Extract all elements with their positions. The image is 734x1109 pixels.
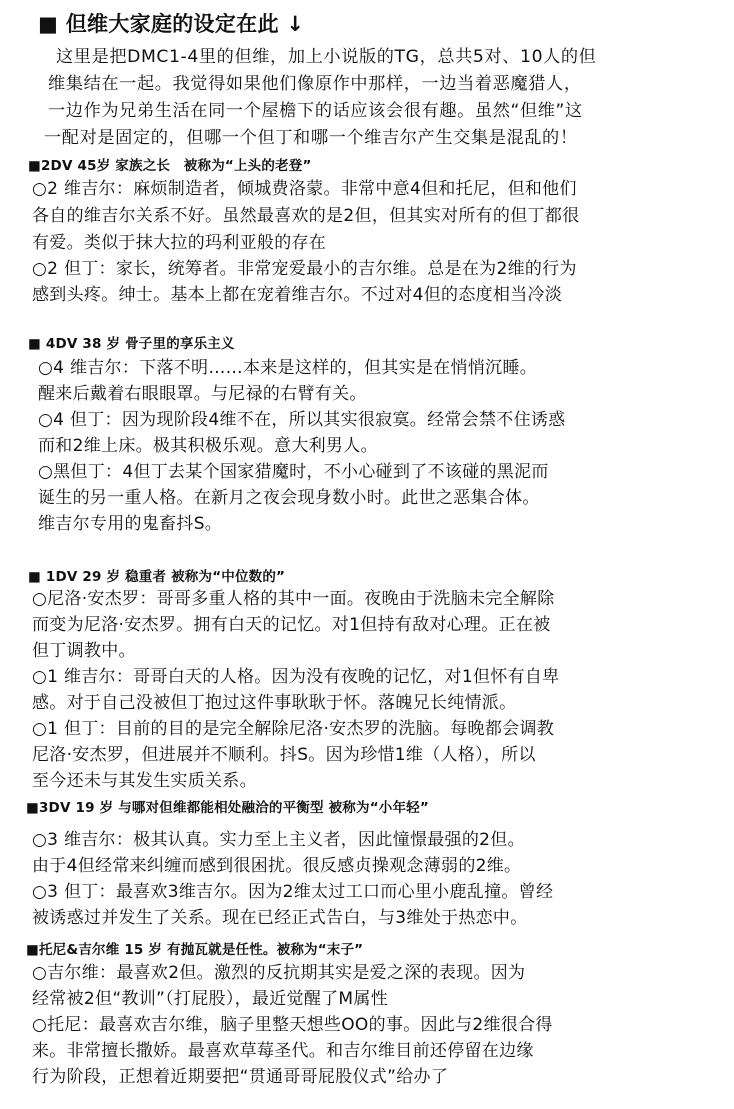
intro-line: 维集结在一起。我觉得如果他们像原作中那样，一边当着恶魔猎人， bbox=[48, 74, 582, 94]
section-header-4dv: ■ 4DV 38 岁 骨子里的享乐主义 bbox=[28, 336, 235, 352]
section-line: 醒来后戴着右眼眼罩。与尼禄的右臂有关。 bbox=[38, 384, 367, 404]
intro-line: 这里是把DMC1-4里的但维，加上小说版的TG，总共5对、10人的但 bbox=[56, 47, 597, 67]
section-line: 被诱惑过并发生了关系。现在已经正式告白，与3维处于热恋中。 bbox=[32, 908, 528, 928]
section-header-tony-gilver: ■托尼&吉尔维 15 岁 有抛瓦就是任性。被称为“末子” bbox=[26, 942, 364, 958]
section-line: 而变为尼洛·安杰罗。拥有白天的记忆。对1但持有敌对心理。正在被 bbox=[32, 615, 551, 635]
section-header-1dv: ■ 1DV 29 岁 稳重者 被称为“中位数的” bbox=[28, 569, 286, 585]
section-line: ○托尼：最喜欢吉尔维，脑子里整天想些OO的事。因此与2维很合得 bbox=[32, 1015, 553, 1035]
intro-line: 一边作为兄弟生活在同一个屋檐下的话应该会很有趣。虽然“但维”这 bbox=[48, 101, 583, 121]
section-line: 由于4但经常来纠缠而感到很困扰。很反感贞操观念薄弱的2维。 bbox=[32, 856, 522, 876]
section-line: 行为阶段，正想着近期要把“贯通哥哥屁股仪式”给办了 bbox=[32, 1067, 449, 1087]
section-line: ○尼洛·安杰罗：哥哥多重人格的其中一面。夜晚由于洗脑未完全解除 bbox=[32, 589, 555, 609]
section-line: 诞生的另一重人格。在新月之夜会现身数小时。此世之恶集合体。 bbox=[38, 488, 540, 508]
section-line: 来。非常擅长撒娇。最喜欢草莓圣代。和吉尔维目前还停留在边缘 bbox=[32, 1041, 534, 1061]
section-line: 而和2维上床。极其积极乐观。意大利男人。 bbox=[38, 436, 378, 456]
section-line: 至今还未与其发生实质关系。 bbox=[32, 771, 257, 791]
section-header-3dv: ■3DV 19 岁 与哪对但维都能相处融洽的平衡型 被称为“小年轻” bbox=[26, 800, 429, 816]
section-line: ○3 维吉尔：极其认真。实力至上主义者，因此憧憬最强的2但。 bbox=[32, 830, 525, 850]
section-line: 感到头疼。绅士。基本上都在宠着维吉尔。不过对4但的态度相当冷淡 bbox=[32, 285, 563, 305]
page-title: ■ 但维大家庭的设定在此 ↓ bbox=[38, 12, 305, 36]
section-line: ○1 维吉尔：哥哥白天的人格。因为没有夜晚的记忆，对1但怀有自卑 bbox=[32, 667, 560, 687]
section-line: 各自的维吉尔关系不好。虽然最喜欢的是2但，但其实对所有的但丁都很 bbox=[32, 206, 580, 226]
section-header-2dv: ■2DV 45岁 家族之长 被称为“上头的老登” bbox=[28, 158, 312, 174]
section-line: ○1 但丁：目前的目的是完全解除尼洛·安杰罗的洗脑。每晚都会调教 bbox=[32, 719, 555, 739]
section-line: 感。对于自己没被但丁抱过这件事耿耿于怀。落魄兄长纯情派。 bbox=[32, 693, 517, 713]
intro-line: 一配对是固定的，但哪一个但丁和哪一个维吉尔产生交集是混乱的！ bbox=[44, 128, 578, 148]
section-line: 有爱。类似于抹大拉的玛利亚般的存在 bbox=[32, 233, 327, 253]
section-line: ○3 但丁：最喜欢3维吉尔。因为2维太过工口而心里小鹿乱撞。曾经 bbox=[32, 882, 554, 902]
section-line: 维吉尔专用的鬼畜抖S。 bbox=[38, 514, 223, 534]
section-line: ○2 但丁：家长，统筹者。非常宠爱最小的吉尔维。总是在为2维的行为 bbox=[32, 259, 577, 279]
section-line: ○4 维吉尔：下落不明……本来是这样的，但其实是在悄悄沉睡。 bbox=[38, 358, 538, 378]
section-line: ○吉尔维：最喜欢2但。激烈的反抗期其实是爱之深的表现。因为 bbox=[32, 963, 526, 983]
section-line: 但丁调教中。 bbox=[32, 641, 136, 661]
section-line: ○黑但丁：4但丁去某个国家猎魔时，不小心碰到了不该碰的黑泥而 bbox=[38, 462, 549, 482]
section-line: ○2 维吉尔：麻烦制造者，倾城费洛蒙。非常中意4但和托尼，但和他们 bbox=[32, 179, 577, 199]
section-line: 尼洛·安杰罗，但进展并不顺利。抖S。因为珍惜1维（人格），所以 bbox=[32, 745, 536, 765]
section-line: ○4 但丁：因为现阶段4维不在，所以其实很寂寞。经常会禁不住诱惑 bbox=[38, 410, 566, 430]
section-line: 经常被2但“教训”（打屁股），最近觉醒了M属性 bbox=[32, 989, 388, 1009]
